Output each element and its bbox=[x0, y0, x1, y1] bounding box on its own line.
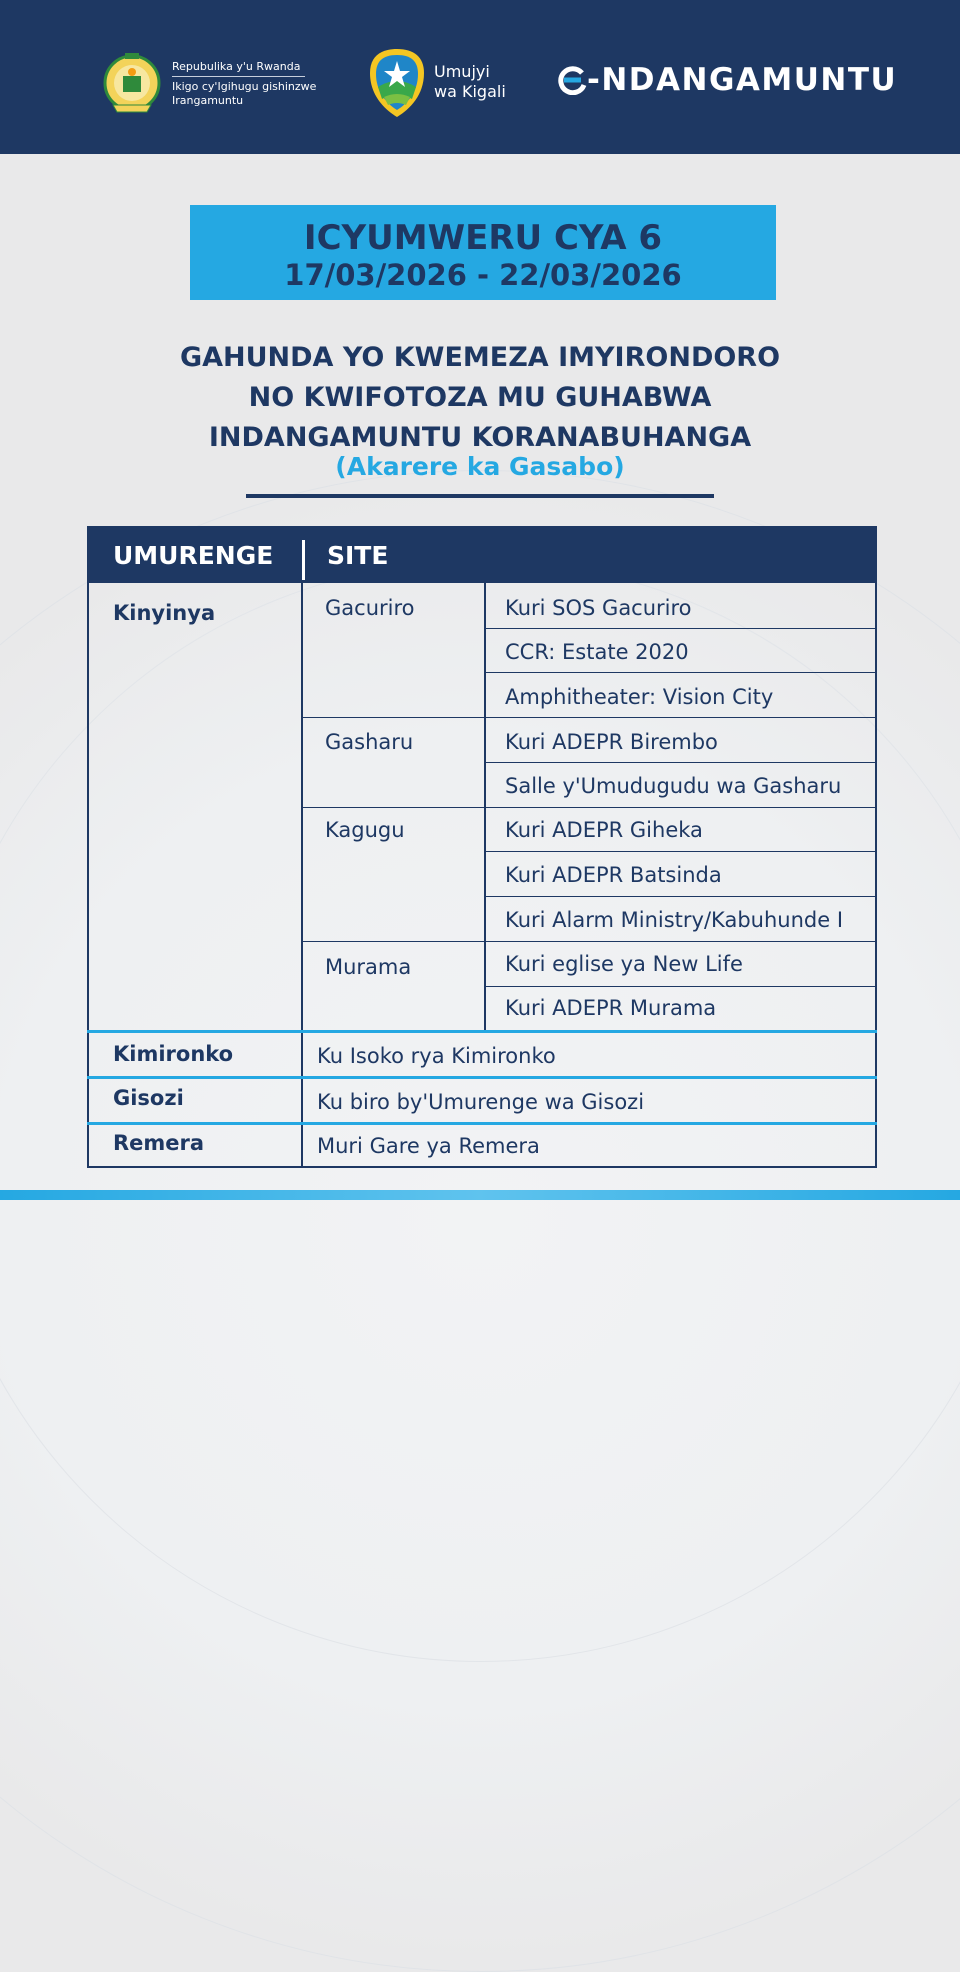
site-name: Muri Gare ya Remera bbox=[317, 1134, 540, 1158]
site-name: Kuri eglise ya New Life bbox=[505, 952, 743, 976]
table-border-right bbox=[875, 583, 877, 1168]
title-line1: GAHUNDA YO KWEMEZA IMYIRONDORO bbox=[179, 342, 781, 373]
institution-divider bbox=[172, 76, 305, 77]
kigali-city-name bbox=[434, 62, 506, 102]
cell-name: Murama bbox=[325, 955, 412, 979]
row-line bbox=[484, 851, 877, 852]
title-line3: INDANGAMUNTU KORANABUHANGA bbox=[208, 422, 752, 453]
sector-remera: Remera bbox=[113, 1131, 205, 1155]
kigali-city-logo-icon bbox=[366, 47, 428, 119]
sector-separator bbox=[87, 1076, 877, 1079]
sector-gisozi: Gisozi bbox=[113, 1086, 184, 1110]
week-title: ICYUMWERU CYA 6 bbox=[303, 218, 663, 258]
cell-name: Gasharu bbox=[325, 730, 414, 754]
site-name: Amphitheater: Vision City bbox=[505, 685, 774, 709]
row-line bbox=[484, 762, 877, 763]
sector-separator bbox=[87, 1122, 877, 1125]
site-name: Kuri SOS Gacuriro bbox=[505, 596, 692, 620]
table-border-left bbox=[87, 583, 89, 1168]
week-banner bbox=[190, 205, 776, 300]
cell-name: Kagugu bbox=[325, 818, 405, 842]
site-name: CCR: Estate 2020 bbox=[505, 640, 689, 664]
institution-line3: Irangamuntu bbox=[172, 94, 244, 107]
sector-divider bbox=[301, 583, 303, 1168]
site-name: Salle y'Umudugudu wa Gasharu bbox=[505, 774, 842, 798]
kigali-line1: Umujyi bbox=[434, 62, 490, 81]
schedule-table bbox=[87, 526, 877, 1168]
cell-line bbox=[301, 941, 877, 942]
cell-name: Gacuriro bbox=[325, 596, 415, 620]
site-name: Ku biro by'Umurenge wa Gisozi bbox=[317, 1090, 645, 1114]
row-line bbox=[484, 896, 877, 897]
week-dates: 17/03/2026 - 22/03/2026 bbox=[284, 258, 682, 292]
district-subtitle: (Akarere ka Gasabo) bbox=[335, 452, 625, 481]
site-name: Kuri Alarm Ministry/Kabuhunde I bbox=[505, 908, 844, 932]
cell-line bbox=[301, 807, 877, 808]
header-sector: UMURENGE bbox=[113, 541, 274, 570]
brand-text: -NDANGAMUNTU bbox=[587, 62, 898, 98]
site-name: Kuri ADEPR Birembo bbox=[505, 730, 718, 754]
row-line bbox=[484, 672, 877, 673]
title-underline bbox=[246, 494, 714, 498]
footer-bar bbox=[0, 1190, 960, 1200]
institution-line2: Ikigo cy'Igihugu gishinzwe bbox=[172, 80, 317, 93]
sector-separator bbox=[87, 1030, 877, 1033]
row-line bbox=[484, 986, 877, 987]
row-line bbox=[484, 628, 877, 629]
rwanda-coat-of-arms-icon bbox=[103, 50, 161, 120]
title-line2: NO KWIFOTOZA MU GUHABWA bbox=[248, 382, 712, 413]
e-logo-icon bbox=[557, 65, 587, 95]
table-header bbox=[87, 526, 877, 583]
cell-line bbox=[301, 717, 877, 718]
institution-name bbox=[172, 60, 316, 108]
page-title bbox=[0, 338, 960, 458]
sector-kinyinya: Kinyinya bbox=[113, 601, 216, 625]
header-divider bbox=[302, 540, 305, 580]
site-name: Kuri ADEPR Batsinda bbox=[505, 863, 722, 887]
e-ndangamuntu-brand bbox=[557, 60, 897, 100]
table-border-bottom bbox=[87, 1166, 877, 1168]
institution-line1: Repubulika y'u Rwanda bbox=[172, 60, 301, 73]
site-name: Ku Isoko rya Kimironko bbox=[317, 1044, 556, 1068]
kigali-line2: wa Kigali bbox=[434, 82, 506, 101]
header-bar bbox=[0, 0, 960, 154]
header-site: SITE bbox=[327, 541, 389, 570]
sector-kimironko: Kimironko bbox=[113, 1042, 234, 1066]
site-name: Kuri ADEPR Murama bbox=[505, 996, 717, 1020]
site-name: Kuri ADEPR Giheka bbox=[505, 818, 703, 842]
